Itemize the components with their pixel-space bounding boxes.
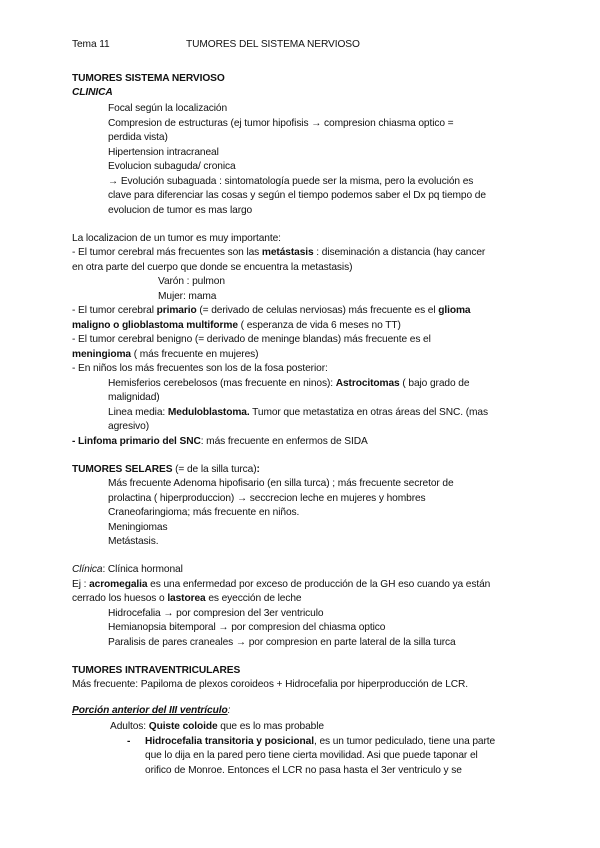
- text-line: [72, 578, 490, 591]
- text-line: en otra parte del cuerpo que donde se encuentra la metastasis): [72, 262, 353, 273]
- text-run: : diseminación a distancia (hay cancer: [313, 247, 486, 258]
- list-item: Más frecuente Adenoma hipofisario (en silla turca) ; más frecuente secretor de: [108, 478, 454, 489]
- text-line: [72, 304, 471, 317]
- list-item: clave para diferenciar las cosas y según el tiempo podemos saber el Dx pq tiempo de: [108, 190, 486, 201]
- text-run: ( esperanza de vida 6 meses no TT): [237, 320, 401, 331]
- text-run-bold: Astrocitomas: [335, 378, 400, 389]
- bullet-dash: -: [127, 736, 131, 747]
- text-line: [72, 348, 258, 361]
- text-run-bold: :: [256, 464, 260, 475]
- text-run: Hemisferios cerebelosos (mas frecuente en ninos):: [108, 378, 336, 389]
- text-line: [72, 435, 368, 448]
- text-run: es una enfermedad por exceso de producción de la GH eso cuando ya están: [147, 579, 491, 590]
- text-line: - En niños los más frecuentes son los de la fosa posterior:: [72, 363, 328, 374]
- text-run: Ej :: [72, 579, 90, 590]
- text-run-italic: Clínica: [72, 564, 103, 575]
- list-item: Craneofaringioma; más frecuente en niños.: [108, 507, 300, 518]
- text-run-bold-italic: Porción anterior del III ventrículo: [72, 705, 228, 716]
- text-line: [110, 720, 324, 733]
- text-run-bold: Hidrocefalia transitoria y posicional: [145, 736, 314, 747]
- text-line: [108, 406, 488, 419]
- text-run-bold: maligno o glioblastoma multiforme: [72, 320, 238, 331]
- text-line: [72, 592, 301, 605]
- text-line: [108, 377, 469, 390]
- text-run: (= de la silla turca): [172, 464, 257, 475]
- text-line: [72, 246, 485, 259]
- text-run-bold: lastorea: [167, 593, 206, 604]
- text-line: que lo dija en la pared pero tiene cierta movilidad. Asi que puede taponar el: [145, 750, 478, 761]
- list-item: Focal según la localización: [108, 103, 228, 114]
- document-title: TUMORES DEL SISTEMA NERVIOSO: [186, 39, 360, 50]
- text-run-italic: :: [227, 705, 231, 716]
- section-heading: [72, 463, 260, 476]
- text-line: Más frecuente: Papiloma de plexos coroideos + Hidrocefalia por hiperproducción de LCR.: [72, 679, 469, 690]
- subsection-heading: [72, 704, 230, 717]
- text-line: malignidad): [108, 392, 160, 403]
- text-run: : Clínica hormonal: [102, 564, 183, 575]
- text-run-bold: TUMORES SELARES: [72, 464, 173, 475]
- list-item: perdida vista): [108, 132, 168, 143]
- text-run: , es un tumor pediculado, tiene una parte: [313, 736, 496, 747]
- text-run: - El tumor cerebral más frecuentes son las: [72, 247, 262, 258]
- list-item: Hemianopsia bitemporal → por compresion del chiasma optico: [108, 622, 386, 633]
- text-run-bold: - Linfoma primario del SNC: [72, 436, 201, 447]
- text-run-bold: metástasis: [261, 247, 314, 258]
- text-run-bold: meningioma: [72, 349, 132, 360]
- subsection-heading: CLINICA: [72, 87, 113, 98]
- text-line: Mujer: mama: [158, 291, 217, 302]
- text-line: [145, 735, 495, 748]
- text-run: (= derivado de celulas nerviosas) más frecuente es el: [196, 305, 439, 316]
- text-run: Adultos:: [110, 721, 149, 732]
- list-item: → Evolución subaguada : sintomatología puede ser la misma, pero la evolución es: [108, 176, 474, 187]
- section-heading: TUMORES SISTEMA NERVIOSO: [72, 73, 225, 84]
- text-run-bold: primario: [156, 305, 197, 316]
- text-line: [72, 319, 401, 332]
- text-run: es eyección de leche: [205, 593, 302, 604]
- topic-number: Tema 11: [72, 39, 110, 50]
- text-line: [72, 563, 183, 576]
- section-heading: TUMORES INTRAVENTRICULARES: [72, 665, 241, 676]
- text-run: ( bajo grado de: [399, 378, 470, 389]
- text-line: - El tumor cerebral benigno (= derivado de meninge blandas) más frecuente es el: [72, 334, 431, 345]
- text-run: - El tumor cerebral: [72, 305, 157, 316]
- list-item: evolucion de tumor es mas largo: [108, 205, 253, 216]
- list-item: Evolucion subaguda/ cronica: [108, 161, 236, 172]
- text-line: Varón : pulmon: [158, 276, 225, 287]
- text-run: : más frecuente en enfermos de SIDA: [200, 436, 368, 447]
- text-run: Tumor que metastatiza en otras áreas del SNC. (mas: [249, 407, 488, 418]
- list-item: prolactina ( hiperproduccion) → seccrecion leche en mujeres y hombres: [108, 493, 426, 504]
- text-run-bold: Quiste coloide: [148, 721, 218, 732]
- list-item: Meningiomas: [108, 522, 168, 533]
- list-item: Compresion de estructuras (ej tumor hipofisis → compresion chiasma optico =: [108, 118, 454, 129]
- text-run: ( más frecuente en mujeres): [131, 349, 259, 360]
- list-item: Paralisis de pares craneales → por compresion en parte lateral de la silla turca: [108, 637, 456, 648]
- text-run-bold: Meduloblastoma.: [167, 407, 250, 418]
- text-run-bold: acromegalia: [89, 579, 148, 590]
- text-line: agresivo): [108, 421, 149, 432]
- list-item: Metástasis.: [108, 536, 159, 547]
- paragraph-intro: La localizacion de un tumor es muy importante:: [72, 233, 281, 244]
- text-run: cerrado los huesos o: [72, 593, 168, 604]
- text-run: que es lo mas probable: [217, 721, 324, 732]
- list-item: Hidrocefalia → por compresion del 3er ventriculo: [108, 608, 324, 619]
- text-run-bold: glioma: [438, 305, 471, 316]
- text-run: Linea media:: [108, 407, 168, 418]
- list-item: Hipertension intracraneal: [108, 147, 219, 158]
- text-line: orifico de Monroe. Entonces el LCR no pasa hasta el 3er ventriculo y se: [145, 765, 462, 776]
